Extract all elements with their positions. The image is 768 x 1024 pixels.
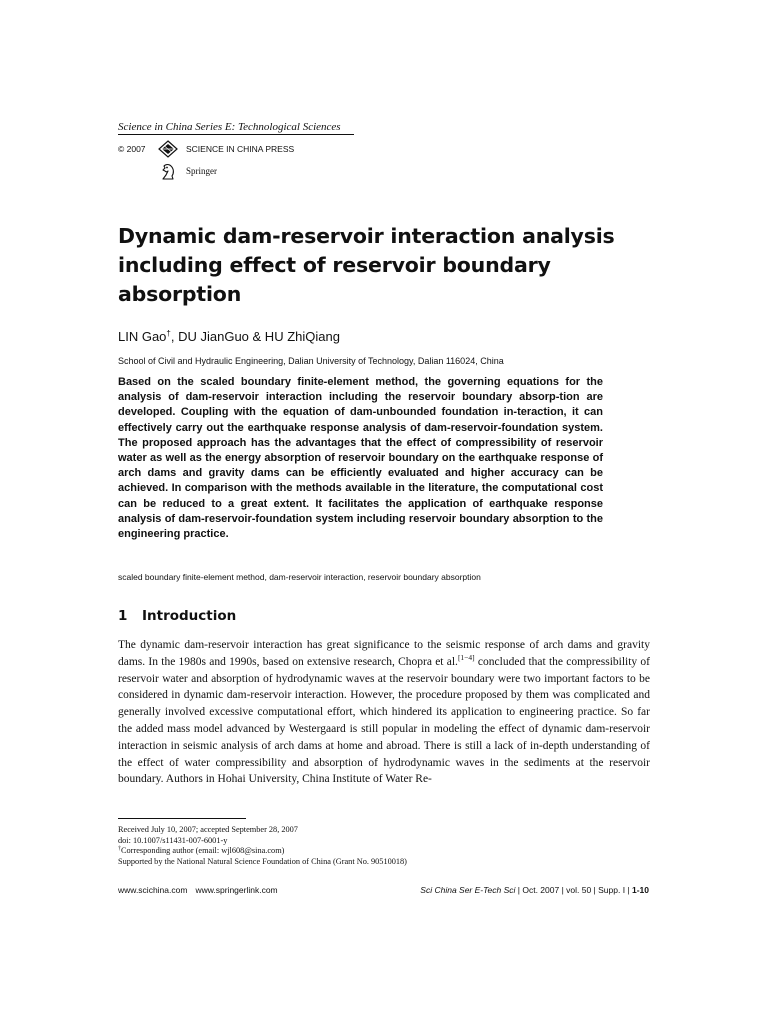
received-date: Received July 10, 2007; accepted September 28, 2007 <box>118 825 298 834</box>
author-others: , DU JianGuo & HU ZhiQiang <box>170 329 340 344</box>
section-number: 1 <box>118 608 128 624</box>
footer-pages: 1-10 <box>631 885 649 895</box>
corresponding-author-text: Corresponding author (email: wjl608@sina.com) <box>121 846 285 856</box>
footer-issue: | Oct. 2007 | vol. 50 | Supp. I | <box>515 885 632 895</box>
science-in-china-diamond-icon <box>158 140 178 158</box>
footer-journal-abbrev: Sci China Ser E-Tech Sci <box>420 885 516 895</box>
paragraph-text-1: The dynamic dam-reservoir interaction has great significance to the seismic response of arch dams and gravity dams. In the 1980s and 1990s, based on extensive research, Chopra et al. <box>118 639 650 668</box>
affiliation: School of Civil and Hydraulic Engineering, Dalian University of Technology, Dalian 116024, China <box>118 356 504 366</box>
footer-site-scichina[interactable]: www.scichina.com <box>118 885 188 895</box>
footnote-mark: † <box>118 846 121 853</box>
footnote-divider <box>118 818 246 819</box>
author-list <box>118 329 340 345</box>
funding-note: Supported by the National Natural Science Foundation of China (Grant No. 90510018) <box>118 856 407 866</box>
journal-series-title: Science in China Series E: Technological Sciences <box>118 121 354 135</box>
press-name: SCIENCE IN CHINA PRESS <box>186 144 295 154</box>
citation-ref: [1−4] <box>457 652 475 662</box>
keywords: scaled boundary finite-element method, dam-reservoir interaction, reservoir boundary absorption <box>118 572 481 582</box>
article-title: Dynamic dam-reservoir interaction analysis including effect of reservoir boundary absorption <box>118 224 615 306</box>
footer-citation <box>420 884 649 896</box>
footnotes <box>118 825 407 867</box>
section-heading <box>118 607 236 625</box>
author-first: LIN Gao <box>118 329 167 344</box>
springer-knight-icon <box>158 161 178 181</box>
corresponding-author <box>118 846 407 857</box>
footer-websites <box>118 884 278 896</box>
doi: doi: 10.1007/s11431-007-6001-y <box>118 835 228 845</box>
publisher-name: Springer <box>186 166 217 176</box>
copyright-text: © 2007 <box>118 144 146 154</box>
footer-site-springerlink[interactable]: www.springerlink.com <box>195 885 278 895</box>
introduction-paragraph <box>118 637 650 788</box>
section-title: Introduction <box>142 608 237 624</box>
abstract: Based on the scaled boundary finite-element method, the governing equations for the analysis of dam-reservoir interaction including the reservoir boundary absorp-tion are developed. Coupling with the equation of dam-unbounded foundation in-teraction, it can effectively carry out the earthquake response analysis of dam-reservoir-foundation system. The proposed approach has the advantages that the effect of compressibility of reservoir water as well as the energy absorption of reservoir boundary on the earthquake response of arch dams and gravity dams can be efficiently evaluated and higher accuracy can be achieved. In comparison with the methods available in the literature, the computational cost can be reduced to a great extent. It facilitates the application of earthquake response analysis of dam-reservoir-foundation system including reservoir boundary absorption to the engineering practice. <box>118 376 603 541</box>
paragraph-text-2: concluded that the compressibility of reservoir water and absorption of hydrodynamic waves at the reservoir boundary were two important factors to be considered in dynamic dam-reservoir interaction. However, the procedure proposed by them was complicated and generally involved excessive computational effort, which hindered its application to engineering practice. So far the added mass model advanced by Westergaard is still popular in modeling the effect of dynamic dam-reservoir interaction in seismic analysis of arch dams at home and abroad. There is still a lack of in-depth understanding of the effect of water compressibility and absorption of hydrodynamic waves in the sediments at the reservoir boundary. Authors in Hohai University, China Institute of Water Re- <box>118 655 651 786</box>
corresponding-mark: † <box>166 329 171 338</box>
press-line <box>118 140 295 158</box>
